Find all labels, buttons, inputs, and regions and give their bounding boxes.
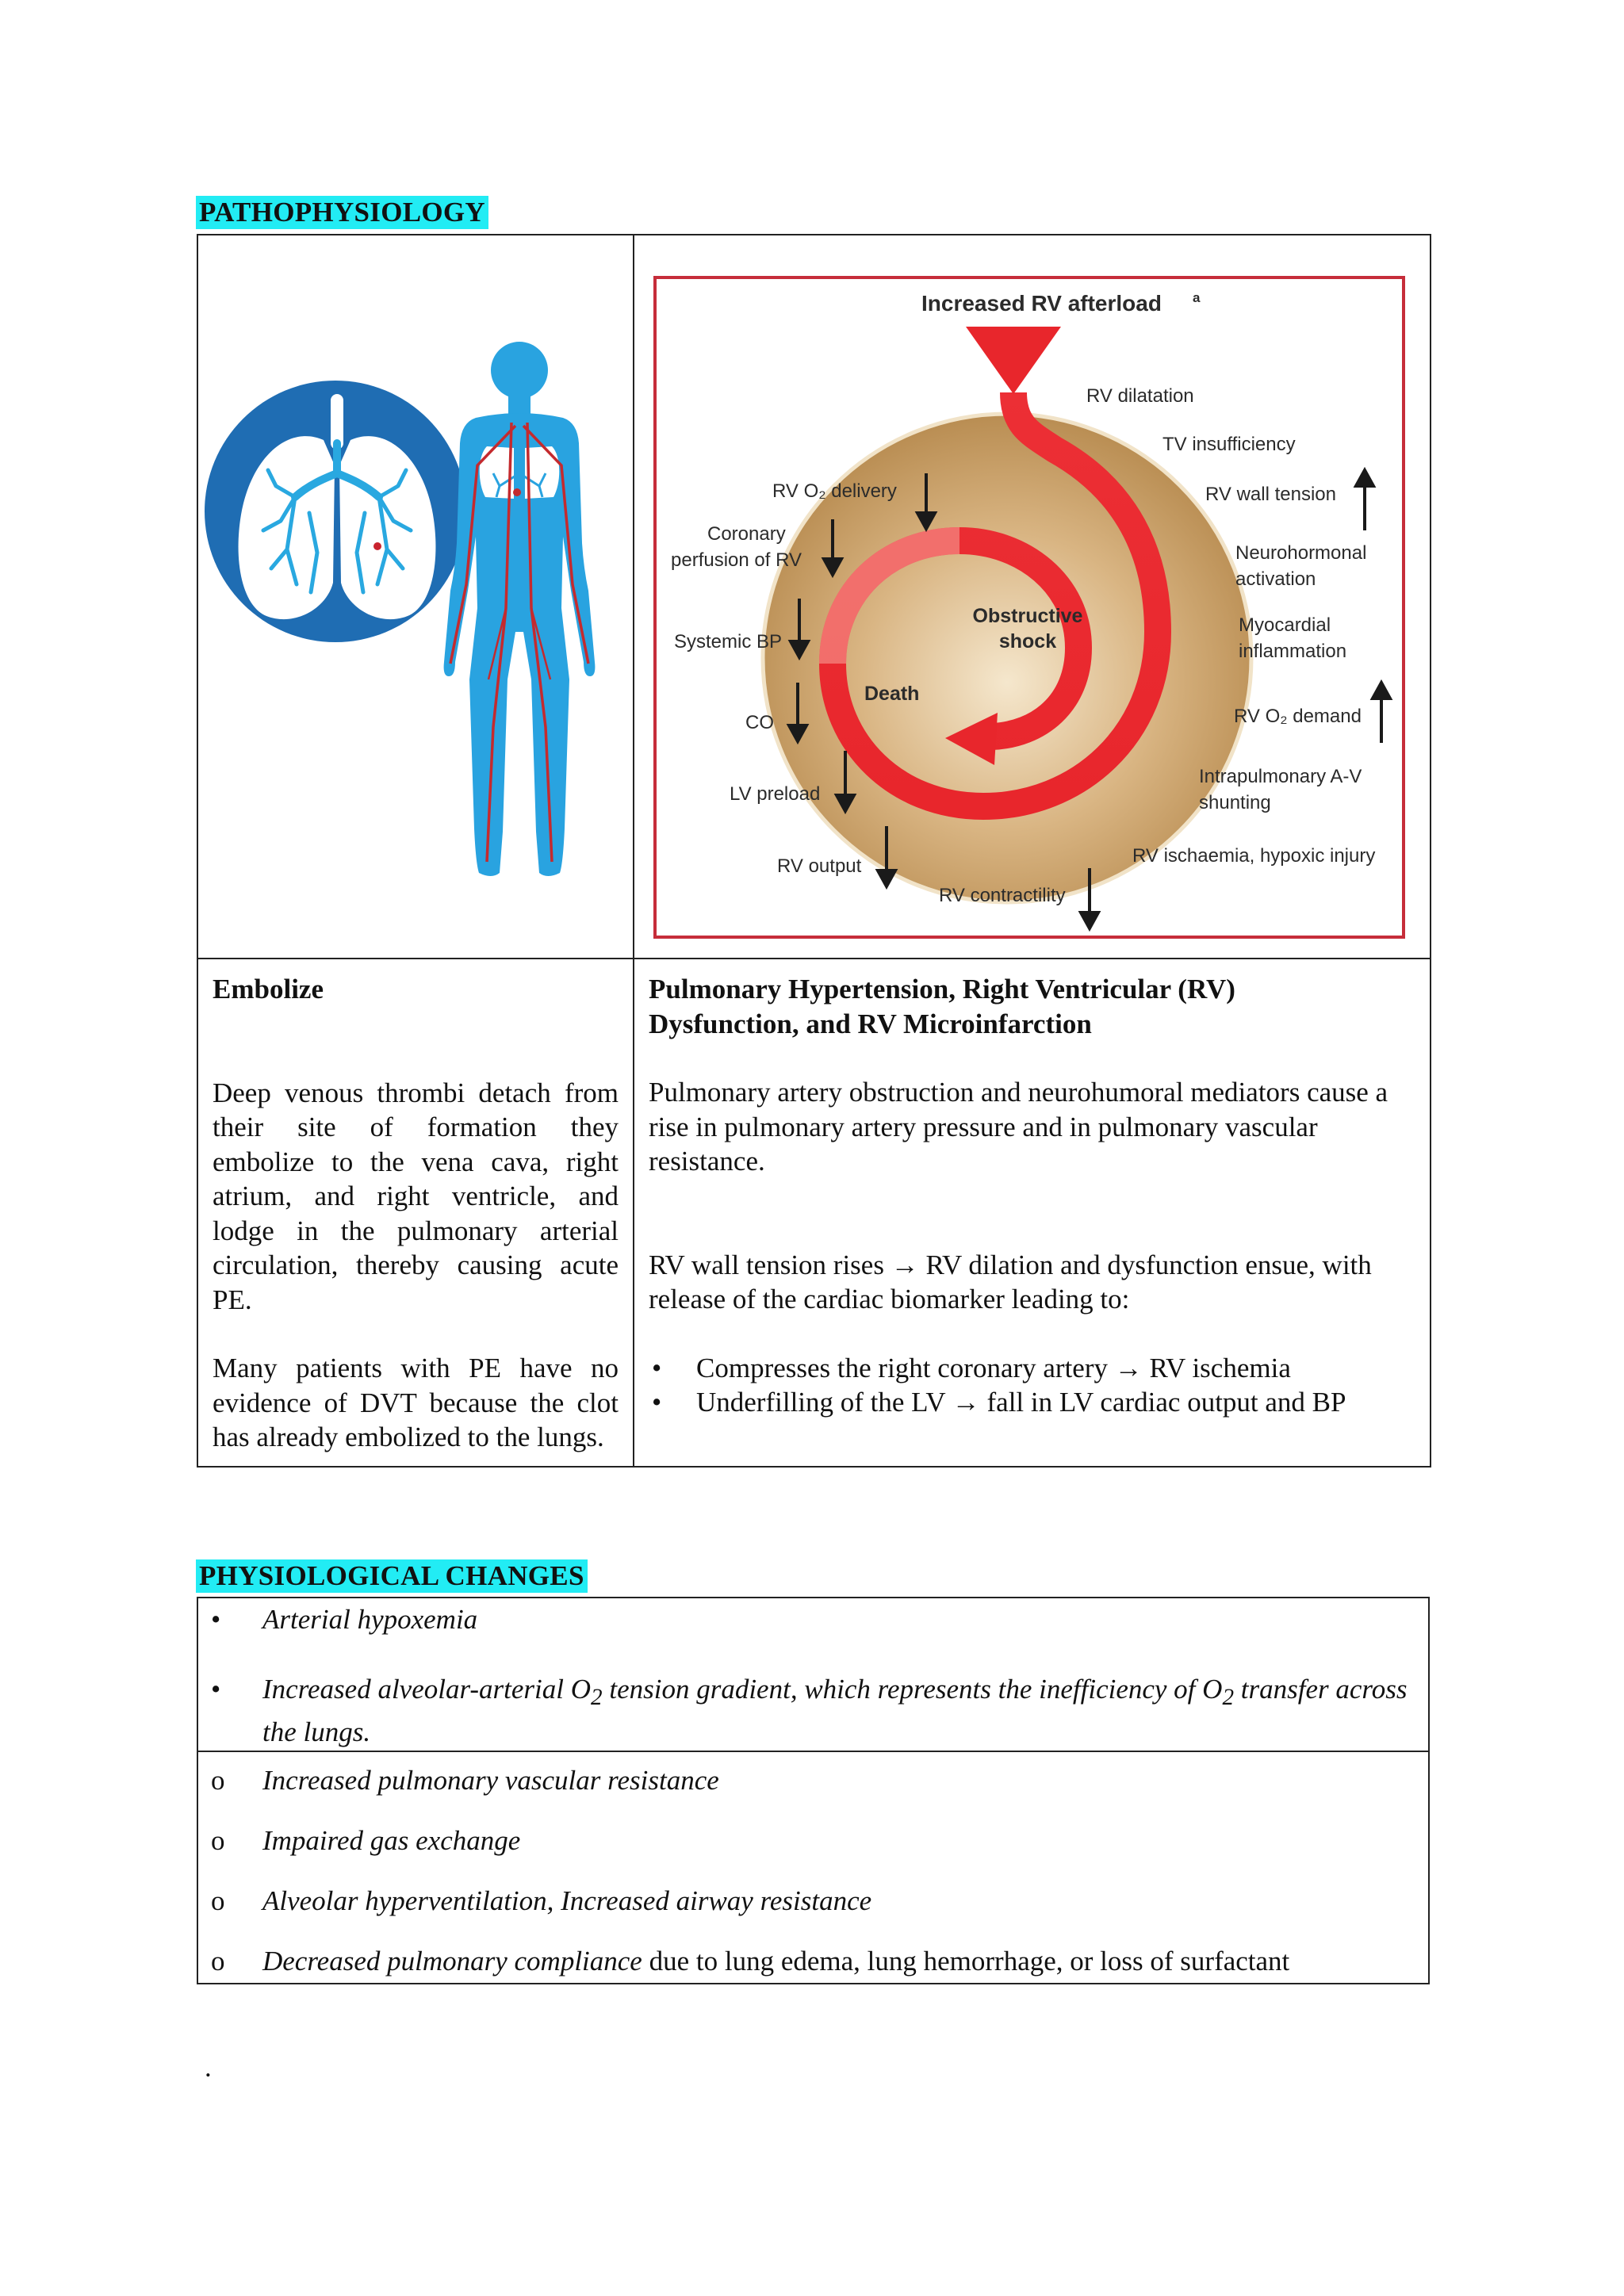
list-item: [198, 1602, 1428, 1636]
list-item: [198, 1884, 1428, 1918]
rv-title-line-1: Pulmonary Hypertension, Right Ventricular (RV): [649, 974, 1235, 1004]
rv-para-2-b: RV dilation and dysfunction ensue, with release of the cardiac biomarker leading to:: [649, 1249, 1372, 1314]
top-label: Increased RV afterload: [921, 291, 1162, 316]
left-item-1b: perfusion of RV: [671, 549, 802, 571]
list-item-text: Arterial hypoxemia: [262, 1604, 478, 1635]
arrow-right-icon: →: [952, 1387, 980, 1418]
lungs-body-illustration: [198, 235, 634, 954]
lungs-circle-icon: [205, 381, 466, 642]
list-item: [649, 1385, 1415, 1420]
circle-findings-cell: [197, 1751, 1429, 1984]
circle-bullet-icon: o: [211, 1825, 225, 1856]
rv-para-1: Pulmonary artery obstruction and neurohumoral mediators cause a rise in pulmonary artery pressure and in pulmonary vascular resistance.: [649, 1077, 1388, 1177]
right-item-6a: Intrapulmonary A-V: [1199, 766, 1362, 787]
list-item-text: Increased alveolar-arterial O: [262, 1674, 592, 1705]
center-label-1: Obstructive: [972, 605, 1083, 627]
right-item-3a: Neurohormonal: [1235, 542, 1367, 564]
list-item-result: fall in LV cardiac output and BP: [986, 1387, 1346, 1418]
bullet-icon: •: [211, 1604, 221, 1635]
rv-dysfunction-cell: [634, 959, 1431, 1467]
left-item-1a: Coronary: [707, 523, 786, 545]
rv-para-2: [649, 1248, 1415, 1317]
rv-consequence-list: [649, 1351, 1415, 1420]
list-item-note: due to lung edema, lung hemorrhage, or loss of surfactant: [642, 1946, 1290, 1976]
spiral-diagram-cell: [634, 235, 1431, 959]
embolize-cell: [197, 959, 634, 1467]
center-label-2: shock: [998, 630, 1057, 652]
death-label: Death: [864, 683, 920, 705]
list-item-result: RV ischemia: [1149, 1352, 1291, 1383]
list-item: [649, 1351, 1415, 1386]
arrow-right-icon: →: [891, 1249, 919, 1280]
subscript: 2: [591, 1685, 603, 1710]
human-body-icon: [444, 342, 596, 876]
list-item-text: Decreased pulmonary compliance: [262, 1946, 642, 1976]
right-item-1: TV insufficiency: [1162, 434, 1296, 455]
bullet-findings-cell: [197, 1598, 1429, 1751]
list-item-text: transfer across the lungs.: [262, 1674, 1408, 1747]
left-item-3: CO: [745, 712, 774, 733]
subscript: 2: [1222, 1685, 1235, 1710]
right-item-3b: activation: [1235, 568, 1316, 590]
pathophysiology-table: [197, 234, 1431, 1468]
body-illustration-cell: [197, 235, 634, 959]
right-item-5: RV O₂ demand: [1234, 706, 1362, 727]
list-item-text: Increased pulmonary vascular resistance: [262, 1765, 719, 1796]
list-item-text: Impaired gas exchange: [262, 1825, 521, 1856]
left-item-5: RV output: [777, 855, 862, 877]
right-item-4b: inflammation: [1239, 641, 1347, 662]
physiological-changes-heading: PHYSIOLOGICAL CHANGES: [196, 1559, 588, 1593]
bullet-icon: •: [652, 1352, 662, 1383]
list-item-text: tension gradient, which represents the inefficiency of O: [602, 1674, 1223, 1705]
arrow-right-icon: →: [1114, 1352, 1143, 1383]
top-label-sup: a: [1193, 290, 1201, 305]
list-item-text: Alveolar hyperventilation, Increased airway resistance: [262, 1885, 872, 1916]
list-item: [198, 1672, 1428, 1749]
bullet-icon: •: [211, 1674, 221, 1705]
left-item-4: LV preload: [730, 783, 821, 805]
right-item-4a: Myocardial: [1239, 614, 1331, 636]
left-item-2: Systemic BP: [674, 631, 783, 652]
right-item-2: RV wall tension: [1205, 484, 1336, 505]
embolize-para-2: Many patients with PE have no evidence of DVT because the clot has already embolized to the lungs.: [213, 1353, 619, 1452]
left-item-0: RV O₂ delivery: [772, 480, 897, 502]
right-item-0: RV dilatation: [1086, 385, 1194, 407]
rv-title-line-2: Dysfunction, and RV Microinfarction: [649, 1008, 1092, 1039]
circle-bullet-icon: o: [211, 1765, 225, 1796]
right-item-6b: shunting: [1199, 792, 1271, 813]
bullet-icon: •: [652, 1387, 662, 1418]
list-item: [198, 1823, 1428, 1858]
right-item-7: RV ischaemia, hypoxic injury: [1132, 845, 1376, 867]
list-item-text: Underfilling of the LV: [696, 1387, 945, 1418]
embolize-para-1: Deep venous thrombi detach from their site of formation they embolize to the vena cava, right atrium, and right ventricle, and lodge in the pulmonary arterial circulation, thereby causing acute PE.: [213, 1077, 619, 1315]
left-item-6: RV contractility: [939, 885, 1066, 906]
list-item: [198, 1763, 1428, 1797]
list-item-text: Compresses the right coronary artery: [696, 1352, 1109, 1383]
list-item: [198, 1944, 1428, 1978]
footer-dot: .: [205, 2052, 212, 2083]
rv-para-2-a: RV wall tension rises: [649, 1249, 884, 1280]
circle-bullet-icon: o: [211, 1885, 225, 1916]
physiological-changes-table: [197, 1597, 1430, 1984]
rv-afterload-spiral-diagram: [634, 235, 1431, 954]
embolize-title: Embolize: [213, 974, 324, 1004]
circle-bullet-icon: o: [211, 1946, 225, 1976]
pathophysiology-heading: PATHOPHYSIOLOGY: [196, 196, 488, 229]
